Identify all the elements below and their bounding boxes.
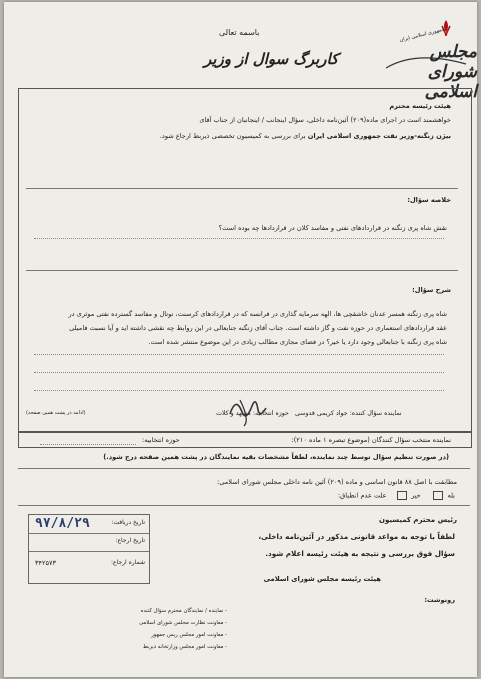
divider [18,505,470,506]
greeting: هیئت رئیسه محترم [389,102,451,110]
compliance-options [338,491,455,500]
minister-line [160,132,451,140]
basmala: باسمه تعالی [219,28,260,37]
compliance-question: مطابقت با اصل ۸۸ قانون اساسی و ماده (۲۰۹) آئین نامه داخلی مجلس شورای اسلامی: [217,478,457,486]
cc-item: - معاونت نظارت مجلس شورای اسلامی [139,620,227,626]
divider [26,188,458,189]
reason-label: علت عدم انطباق: [337,491,387,500]
questioner-label: نماینده سؤال کننده: [349,410,402,417]
cc-title: رونوشت: [424,596,455,604]
cc-item: - معاونت امور مجلس ریس جمهور [151,632,227,638]
yes-label: بله [447,491,455,500]
stamp-divider [29,551,149,552]
dotted-line [34,354,444,355]
minister-name: بیژن زنگنه-وزیر نفت جمهوری اسلامی ایران [307,132,451,140]
summary-text: نقش شاه پری زنگنه در قراردادهای نفتی و مفاسد کلان در قراردادها چه بوده است؟ [218,224,447,232]
referral-greeting: رئیس محترم کمیسیون [379,516,457,524]
referral-number-label: شماره ارجاع: [111,559,145,566]
selected-rep-label: نماینده منتخب سؤال کنندگان (موضوع تبصره ۱ ماده ۲۱۰): [291,436,451,444]
divider [18,468,470,469]
referral-line: سؤال فوق بررسی و نتیجه به هیئت رئیسه اعلام شود. [265,549,455,558]
logo-small-text: جمهوری اسلامی ایران [398,26,446,44]
dotted-line [34,238,444,239]
reception-stamp [28,514,150,584]
referral-signer: هیئت رئیسه مجلس شورای اسلامی [263,575,381,583]
description-line: شاه پری زنگنه با جنابعالی وجود دارد یا خیر؟ در فضای مجازی مطالب زیادی در این موضوع منتشر شده است. [148,338,447,346]
description-label: شرح سؤال: [412,286,451,294]
constituency: حوزه انتخابیه: مشهد و کلات [216,410,289,417]
minister-line-rest: برای بررسی به کمیسیون تخصصی ذیربط ارجاع شود. [159,132,306,140]
divider [26,270,458,271]
referral-line: لطفاً با توجه به مواعد قانونی مذکور در آئین‌نامه داخلی، [258,532,455,541]
dotted-line [34,390,444,391]
request-text: خواهشمند است در اجرای ماده(۲۰۹) آئین‌نامه داخلی، سؤال اینجانب / اینجانبان از جناب آقای [199,116,451,124]
cc-item: - معاونت امور مجلس وزارتخانه ذیربط [142,644,227,650]
received-date: ۹۷/۸/۲۹ [35,516,90,531]
no-checkbox[interactable] [397,491,407,500]
dotted-line [40,444,136,445]
form-title: کاربرگ سوال از وزیر [204,50,339,68]
yes-checkbox[interactable] [433,491,443,500]
multi-rep-note: (در صورت تنظیم سؤال توسط چند نماینده، لطفاً مشخصات بقیه نمایندگان در پشت همین صفحه درج شود.) [103,453,449,461]
continued-note: (ادامه در پشت همین صفحه) [26,410,86,416]
description-line: شاه پری زنگنه همسر عدنان خاشقچی ها، الهه سرمایه گذاری در فرانسه که در قراردادهای کرسنت، توتال و مفاسد گسترده نفتی موثری در [68,310,447,318]
no-label: خیر [411,491,421,500]
received-date-label: تاریخ دریافت: [111,519,145,526]
referral-number: ۳۴۲۵۷۳ [35,559,56,567]
selected-rep-field: حوزه انتخابیه: [142,436,180,444]
form-page [4,2,477,677]
stamp-divider [29,533,149,534]
dotted-line [34,372,444,373]
cc-item: - نماینده / نمایندگان محترم سؤال کننده [140,608,227,614]
questioner-name: جواد کریمی قدوسی [294,410,348,417]
description-line: عقد قراردادهای استعماری در حوزه نفت و گاز داشته است. جناب آقای زنگنه جنابعالی در این روابط چه نقشی داشته اید و آیا نسبت فامیلی [69,324,447,332]
referral-date-label: تاریخ ارجاع: [115,537,145,544]
logo-text: مجلس شورای اسلامی [424,42,477,102]
summary-label: خلاصه سؤال: [407,196,451,204]
signature-icon [226,394,270,428]
